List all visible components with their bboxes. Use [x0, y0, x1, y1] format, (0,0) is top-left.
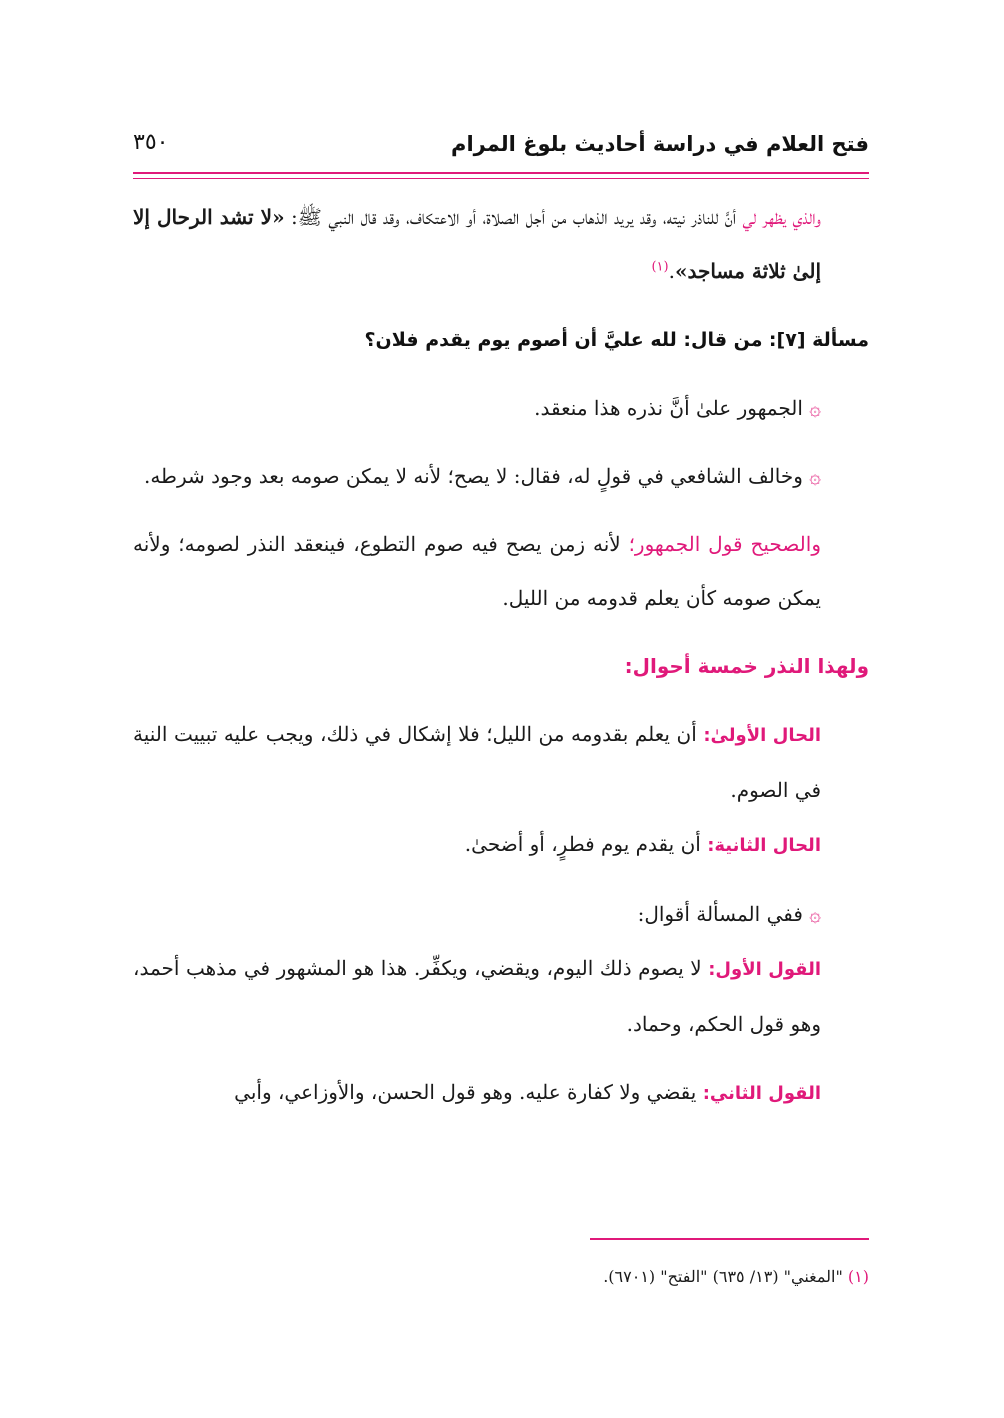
section-heading-text: ولهذا النذر خمسة أحوال:	[624, 654, 869, 678]
paragraph-text: أنَّ للناذر نيته، وقد يريد الذهاب من أجل الصلاة، أو الاعتكاف، وقد قال النبي ﷺ:	[291, 205, 737, 229]
bullet-sayings	[133, 887, 869, 941]
bullet-text: وخالف الشافعي في قولٍ له، فقال: لا يصح؛ لأنه لا يمكن صومه بعد وجود شرطه.	[143, 464, 803, 488]
bullet-text: الجمهور علىٰ أنَّ نذره هذا منعقد.	[534, 396, 803, 420]
page-number: ٣٥٠	[133, 130, 169, 155]
flower-ornament-icon: ۞	[809, 396, 821, 420]
footnote-number: (١)	[847, 1267, 869, 1286]
hadith-quote: «لا تشد الرحال إلا إلىٰ ثلاثة مساجد»	[133, 205, 821, 283]
body-text	[133, 190, 869, 1121]
section-heading	[133, 639, 869, 693]
saying-label: القول الأول:	[708, 959, 821, 980]
issue-title: من قال: لله عليَّ أن أصوم يوم يقدم فلان؟	[364, 329, 763, 351]
saying-label: القول الثاني:	[702, 1083, 821, 1104]
state-text: أن يعلم بقدومه من الليل؛ فلا إشكال في ذلك، ويجب عليه تبييت النية في الصوم.	[133, 722, 821, 802]
issue-label: مسألة [٧]:	[768, 329, 869, 351]
paragraph-lead: والذي يظهر لي	[742, 205, 821, 229]
running-title: فتح العلام في دراسة أحاديث بلوغ المرام	[451, 132, 869, 156]
issue-heading	[133, 312, 869, 367]
header-rule-thin	[133, 178, 869, 179]
saying-first	[133, 941, 869, 1051]
footnote-ref[interactable]: (١)	[651, 259, 669, 275]
saying-text: يقضي ولا كفارة عليه. وهو قول الحسن، والأوزاعي، وأبي	[234, 1080, 697, 1104]
saying-second	[133, 1065, 869, 1121]
footnote	[133, 1262, 869, 1292]
sentence-end: .	[668, 259, 675, 283]
state-second	[133, 817, 869, 873]
paragraph-opinion	[133, 190, 869, 298]
footnote-rule	[590, 1238, 869, 1240]
saying-text: لا يصوم ذلك اليوم، ويقضي، ويكفِّر. هذا هو المشهور في مذهب أحمد، وهو قول الحكم، وحماد.	[133, 956, 821, 1036]
flower-ornament-icon: ۞	[809, 464, 821, 488]
header-rule-thick	[133, 172, 869, 174]
footnote-text: "المغني" (١٣/ ٦٣٥) "الفتح" (٦٧٠١).	[603, 1267, 843, 1286]
bullet-shafii	[133, 449, 869, 503]
bullet-majority	[133, 381, 869, 435]
paragraph-lead: والصحيح قول الجمهور؛	[628, 532, 821, 556]
state-label: الحال الأولىٰ:	[703, 725, 822, 746]
bullet-text: ففي المسألة أقوال:	[637, 902, 803, 926]
state-text: أن يقدم يوم فطرٍ، أو أضحىٰ.	[464, 832, 701, 856]
paragraph-correct	[133, 517, 869, 625]
state-first	[133, 707, 869, 817]
paragraph-text: لأنه زمن يصح فيه صوم التطوع، فينعقد النذر لصومه؛ ولأنه يمكن صومه كأن يعلم قدومه من الليل.	[133, 532, 821, 610]
state-label: الحال الثانية:	[707, 835, 821, 856]
flower-ornament-icon: ۞	[809, 902, 821, 926]
running-header	[133, 128, 869, 168]
